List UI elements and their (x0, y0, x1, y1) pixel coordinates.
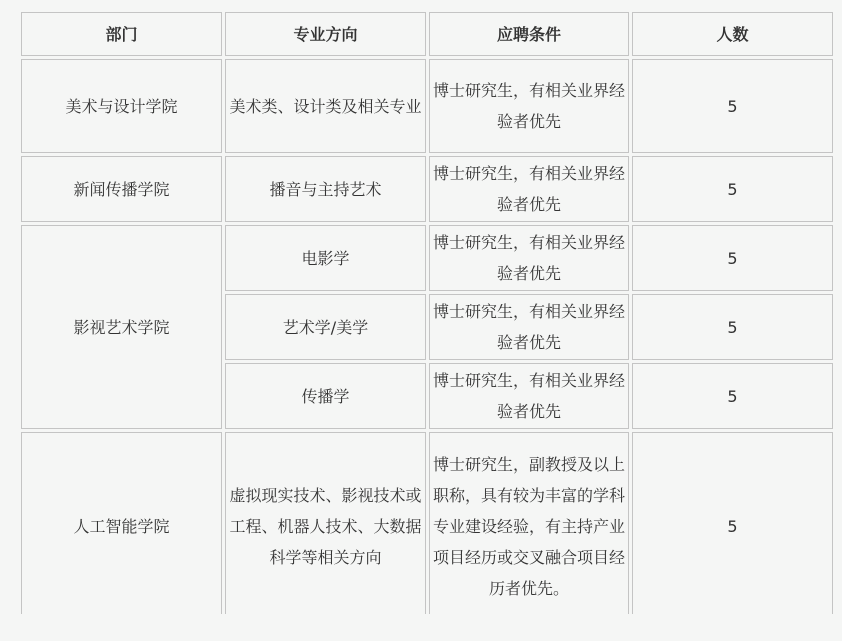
header-requirement: 应聘条件 (429, 12, 629, 56)
cell-requirement: 博士研究生，副教授及以上职称，具有较为丰富的学科专业建设经验，有主持产业项目经历或交叉融合项目经历者优先。 (429, 432, 629, 620)
cell-count: 5 (632, 59, 833, 153)
table-header-row (21, 12, 833, 56)
cell-major: 艺术学/美学 (225, 294, 426, 360)
header-dept: 部门 (21, 12, 222, 56)
cell-major: 传播学 (225, 363, 426, 429)
cell-requirement: 博士研究生，有相关业界经验者优先 (429, 363, 629, 429)
cell-count: 5 (632, 156, 833, 222)
cell-requirement: 博士研究生，有相关业界经验者优先 (429, 294, 629, 360)
cell-count: 5 (632, 432, 833, 620)
cell-count: 5 (632, 363, 833, 429)
cell-major: 电影学 (225, 225, 426, 291)
cell-major: 虚拟现实技术、影视技术或工程、机器人技术、大数据科学等相关方向 (225, 432, 426, 620)
table-row (21, 225, 833, 291)
cell-dept: 影视艺术学院 (21, 225, 222, 429)
header-major: 专业方向 (225, 12, 426, 56)
table-row (21, 156, 833, 222)
page-bottom-edge (0, 614, 842, 641)
cell-major: 美术类、设计类及相关专业 (225, 59, 426, 153)
cell-dept: 人工智能学院 (21, 432, 222, 620)
cell-dept: 新闻传播学院 (21, 156, 222, 222)
table-row (21, 432, 833, 620)
table-row (21, 59, 833, 153)
cell-requirement: 博士研究生，有相关业界经验者优先 (429, 59, 629, 153)
cell-requirement: 博士研究生，有相关业界经验者优先 (429, 225, 629, 291)
cell-requirement: 博士研究生，有相关业界经验者优先 (429, 156, 629, 222)
cell-count: 5 (632, 294, 833, 360)
header-count: 人数 (632, 12, 833, 56)
cell-major: 播音与主持艺术 (225, 156, 426, 222)
recruitment-table (18, 9, 836, 623)
cell-count: 5 (632, 225, 833, 291)
cell-dept: 美术与设计学院 (21, 59, 222, 153)
